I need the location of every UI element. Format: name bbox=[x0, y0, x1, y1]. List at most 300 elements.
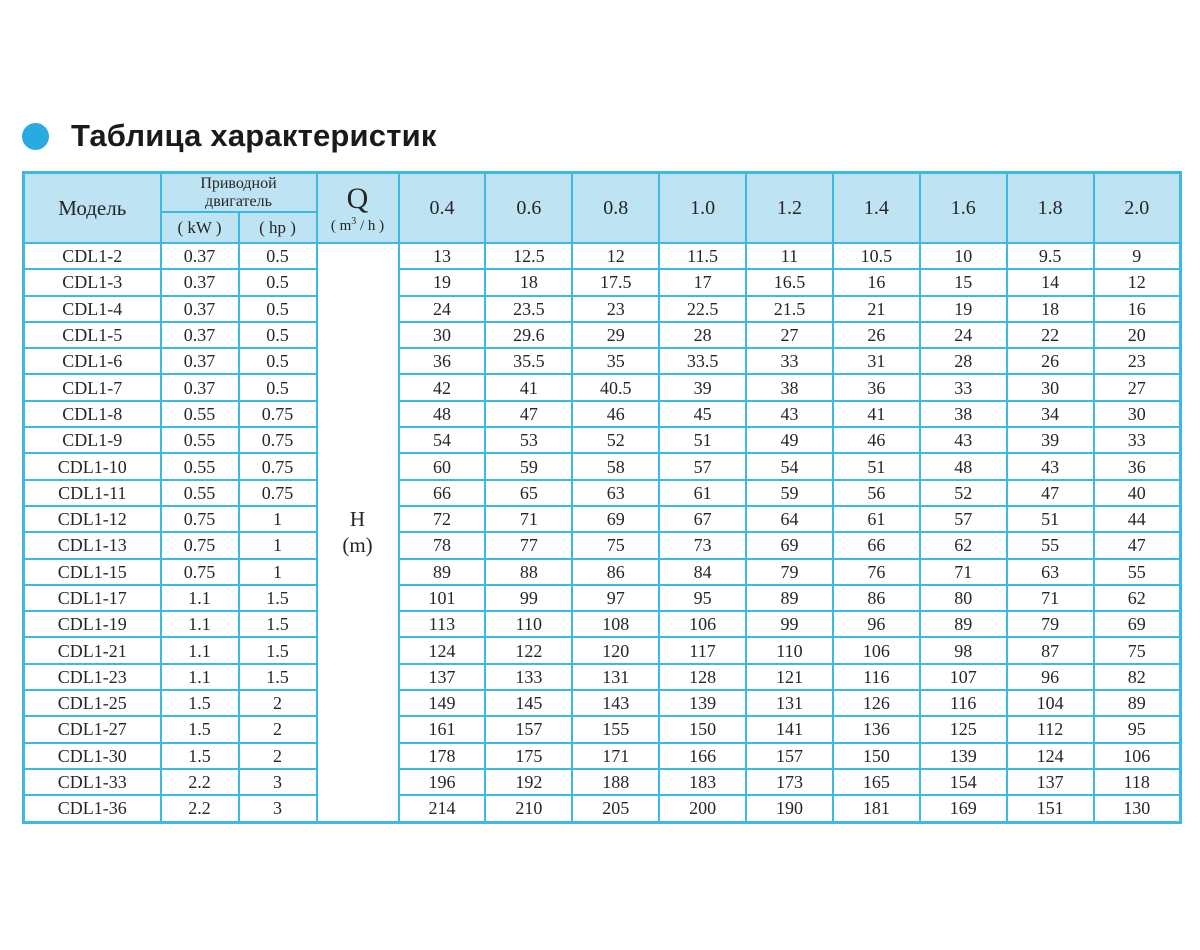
head-value-cell: 43 bbox=[1007, 453, 1094, 479]
head-value-cell: 57 bbox=[659, 453, 746, 479]
model-cell: CDL1-11 bbox=[24, 480, 161, 506]
column-header-flow: 1.0 bbox=[659, 173, 746, 244]
head-value-cell: 24 bbox=[399, 296, 486, 322]
head-value-cell: 23 bbox=[1094, 348, 1181, 374]
h-unit: (m) bbox=[342, 533, 373, 558]
column-header-model: Модель bbox=[24, 173, 161, 244]
column-header-flow: 0.6 bbox=[485, 173, 572, 244]
head-value-cell: 71 bbox=[485, 506, 572, 532]
kw-cell: 0.55 bbox=[161, 480, 239, 506]
head-value-cell: 108 bbox=[572, 611, 659, 637]
kw-cell: 1.5 bbox=[161, 716, 239, 742]
head-value-cell: 77 bbox=[485, 532, 572, 558]
head-value-cell: 89 bbox=[920, 611, 1007, 637]
model-cell: CDL1-2 bbox=[24, 243, 161, 269]
hp-cell: 3 bbox=[239, 769, 317, 795]
model-cell: CDL1-7 bbox=[24, 374, 161, 400]
table-row bbox=[24, 348, 1181, 374]
head-value-cell: 36 bbox=[1094, 453, 1181, 479]
table-row bbox=[24, 506, 1181, 532]
hp-cell: 1 bbox=[239, 532, 317, 558]
head-value-cell: 33 bbox=[920, 374, 1007, 400]
head-value-cell: 214 bbox=[399, 795, 486, 822]
head-value-cell: 145 bbox=[485, 690, 572, 716]
table-row bbox=[24, 532, 1181, 558]
head-value-cell: 23.5 bbox=[485, 296, 572, 322]
table-row bbox=[24, 611, 1181, 637]
bullet-icon bbox=[22, 123, 49, 150]
table-row bbox=[24, 769, 1181, 795]
head-value-cell: 30 bbox=[1007, 374, 1094, 400]
head-value-cell: 63 bbox=[572, 480, 659, 506]
model-cell: CDL1-9 bbox=[24, 427, 161, 453]
head-value-cell: 75 bbox=[572, 532, 659, 558]
kw-cell: 2.2 bbox=[161, 769, 239, 795]
head-value-cell: 29 bbox=[572, 322, 659, 348]
table-row bbox=[24, 243, 1181, 269]
head-value-cell: 33.5 bbox=[659, 348, 746, 374]
table-row bbox=[24, 322, 1181, 348]
head-value-cell: 47 bbox=[485, 401, 572, 427]
model-cell: CDL1-25 bbox=[24, 690, 161, 716]
head-value-cell: 36 bbox=[399, 348, 486, 374]
head-value-cell: 24 bbox=[920, 322, 1007, 348]
hp-cell: 0.75 bbox=[239, 427, 317, 453]
head-value-cell: 107 bbox=[920, 664, 1007, 690]
head-value-cell: 38 bbox=[920, 401, 1007, 427]
head-value-cell: 51 bbox=[659, 427, 746, 453]
hp-cell: 0.5 bbox=[239, 322, 317, 348]
model-cell: CDL1-12 bbox=[24, 506, 161, 532]
head-value-cell: 21.5 bbox=[746, 296, 833, 322]
head-value-cell: 42 bbox=[399, 374, 486, 400]
head-value-cell: 71 bbox=[1007, 585, 1094, 611]
head-value-cell: 40.5 bbox=[572, 374, 659, 400]
head-value-cell: 46 bbox=[833, 427, 920, 453]
hp-cell: 0.75 bbox=[239, 453, 317, 479]
head-value-cell: 157 bbox=[485, 716, 572, 742]
head-value-cell: 171 bbox=[572, 743, 659, 769]
model-cell: CDL1-10 bbox=[24, 453, 161, 479]
head-value-cell: 190 bbox=[746, 795, 833, 822]
head-value-cell: 99 bbox=[485, 585, 572, 611]
head-value-cell: 19 bbox=[399, 269, 486, 295]
head-value-cell: 61 bbox=[659, 480, 746, 506]
head-value-cell: 125 bbox=[920, 716, 1007, 742]
head-value-cell: 13 bbox=[399, 243, 486, 269]
head-value-cell: 41 bbox=[485, 374, 572, 400]
head-value-cell: 38 bbox=[746, 374, 833, 400]
head-value-cell: 110 bbox=[746, 637, 833, 663]
head-value-cell: 196 bbox=[399, 769, 486, 795]
table-row bbox=[24, 453, 1181, 479]
head-value-cell: 73 bbox=[659, 532, 746, 558]
kw-cell: 0.37 bbox=[161, 296, 239, 322]
table-header bbox=[24, 173, 1181, 244]
kw-cell: 0.55 bbox=[161, 401, 239, 427]
table-row bbox=[24, 795, 1181, 822]
model-cell: CDL1-27 bbox=[24, 716, 161, 742]
hp-cell: 0.5 bbox=[239, 374, 317, 400]
head-value-cell: 89 bbox=[1094, 690, 1181, 716]
head-value-cell: 112 bbox=[1007, 716, 1094, 742]
model-cell: CDL1-6 bbox=[24, 348, 161, 374]
head-value-cell: 155 bbox=[572, 716, 659, 742]
head-value-cell: 151 bbox=[1007, 795, 1094, 822]
column-header-flow: 0.4 bbox=[399, 173, 486, 244]
head-value-cell: 28 bbox=[659, 322, 746, 348]
head-value-cell: 131 bbox=[746, 690, 833, 716]
table-row bbox=[24, 269, 1181, 295]
head-value-cell: 12 bbox=[1094, 269, 1181, 295]
characteristics-table bbox=[22, 171, 1182, 824]
kw-cell: 0.55 bbox=[161, 453, 239, 479]
head-value-cell: 122 bbox=[485, 637, 572, 663]
head-value-cell: 12.5 bbox=[485, 243, 572, 269]
page-title: Таблица характеристик bbox=[71, 118, 437, 153]
head-value-cell: 99 bbox=[746, 611, 833, 637]
hp-cell: 1 bbox=[239, 559, 317, 585]
hp-cell: 1.5 bbox=[239, 664, 317, 690]
column-header-flow: 1.4 bbox=[833, 173, 920, 244]
head-value-cell: 71 bbox=[920, 559, 1007, 585]
head-value-cell: 26 bbox=[833, 322, 920, 348]
head-value-cell: 9.5 bbox=[1007, 243, 1094, 269]
head-value-cell: 157 bbox=[746, 743, 833, 769]
head-value-cell: 124 bbox=[399, 637, 486, 663]
head-value-cell: 86 bbox=[572, 559, 659, 585]
head-value-cell: 10 bbox=[920, 243, 1007, 269]
head-value-cell: 45 bbox=[659, 401, 746, 427]
head-value-cell: 9 bbox=[1094, 243, 1181, 269]
head-value-cell: 106 bbox=[1094, 743, 1181, 769]
head-value-cell: 139 bbox=[920, 743, 1007, 769]
column-header-flow: 0.8 bbox=[572, 173, 659, 244]
q-unit-suffix: / h ) bbox=[356, 217, 385, 234]
head-value-cell: 17 bbox=[659, 269, 746, 295]
head-value-cell: 188 bbox=[572, 769, 659, 795]
head-value-cell: 118 bbox=[1094, 769, 1181, 795]
kw-cell: 0.37 bbox=[161, 322, 239, 348]
kw-cell: 1.1 bbox=[161, 585, 239, 611]
head-value-cell: 18 bbox=[1007, 296, 1094, 322]
head-value-cell: 116 bbox=[920, 690, 1007, 716]
head-value-cell: 110 bbox=[485, 611, 572, 637]
head-value-cell: 150 bbox=[659, 716, 746, 742]
head-value-cell: 59 bbox=[485, 453, 572, 479]
model-cell: CDL1-23 bbox=[24, 664, 161, 690]
head-value-cell: 79 bbox=[746, 559, 833, 585]
head-value-cell: 62 bbox=[920, 532, 1007, 558]
head-value-cell: 60 bbox=[399, 453, 486, 479]
model-cell: CDL1-17 bbox=[24, 585, 161, 611]
kw-cell: 1.5 bbox=[161, 690, 239, 716]
hp-cell: 1.5 bbox=[239, 585, 317, 611]
head-value-cell: 47 bbox=[1094, 532, 1181, 558]
head-value-cell: 106 bbox=[659, 611, 746, 637]
head-value-cell: 154 bbox=[920, 769, 1007, 795]
head-value-cell: 175 bbox=[485, 743, 572, 769]
head-value-cell: 33 bbox=[1094, 427, 1181, 453]
model-cell: CDL1-8 bbox=[24, 401, 161, 427]
head-value-cell: 149 bbox=[399, 690, 486, 716]
head-value-cell: 137 bbox=[399, 664, 486, 690]
head-value-cell: 11 bbox=[746, 243, 833, 269]
column-header-kw: ( kW ) bbox=[161, 212, 239, 243]
hp-cell: 2 bbox=[239, 716, 317, 742]
head-value-cell: 117 bbox=[659, 637, 746, 663]
head-value-cell: 35.5 bbox=[485, 348, 572, 374]
head-value-cell: 116 bbox=[833, 664, 920, 690]
q-unit-sup: 3 bbox=[351, 215, 357, 227]
head-value-cell: 28 bbox=[920, 348, 1007, 374]
head-value-cell: 126 bbox=[833, 690, 920, 716]
kw-cell: 0.75 bbox=[161, 532, 239, 558]
head-value-cell: 178 bbox=[399, 743, 486, 769]
head-value-cell: 84 bbox=[659, 559, 746, 585]
kw-cell: 1.1 bbox=[161, 611, 239, 637]
hp-cell: 1.5 bbox=[239, 637, 317, 663]
table-row bbox=[24, 427, 1181, 453]
head-value-cell: 23 bbox=[572, 296, 659, 322]
hp-cell: 1.5 bbox=[239, 611, 317, 637]
head-value-cell: 44 bbox=[1094, 506, 1181, 532]
head-value-cell: 22.5 bbox=[659, 296, 746, 322]
model-cell: CDL1-15 bbox=[24, 559, 161, 585]
head-value-cell: 59 bbox=[746, 480, 833, 506]
hp-cell: 2 bbox=[239, 743, 317, 769]
head-value-cell: 29.6 bbox=[485, 322, 572, 348]
hp-cell: 3 bbox=[239, 795, 317, 822]
head-value-cell: 39 bbox=[1007, 427, 1094, 453]
kw-cell: 0.75 bbox=[161, 559, 239, 585]
column-header-flow: 2.0 bbox=[1094, 173, 1181, 244]
head-value-cell: 15 bbox=[920, 269, 1007, 295]
head-value-cell: 20 bbox=[1094, 322, 1181, 348]
table-row bbox=[24, 637, 1181, 663]
model-cell: CDL1-21 bbox=[24, 637, 161, 663]
model-cell: CDL1-3 bbox=[24, 269, 161, 295]
head-value-cell: 53 bbox=[485, 427, 572, 453]
head-value-cell: 51 bbox=[833, 453, 920, 479]
hp-cell: 0.5 bbox=[239, 348, 317, 374]
head-value-cell: 89 bbox=[746, 585, 833, 611]
head-value-cell: 40 bbox=[1094, 480, 1181, 506]
kw-cell: 0.37 bbox=[161, 348, 239, 374]
head-value-cell: 137 bbox=[1007, 769, 1094, 795]
head-value-cell: 51 bbox=[1007, 506, 1094, 532]
head-value-cell: 161 bbox=[399, 716, 486, 742]
head-value-cell: 18 bbox=[485, 269, 572, 295]
head-value-cell: 97 bbox=[572, 585, 659, 611]
head-value-cell: 43 bbox=[920, 427, 1007, 453]
head-value-cell: 124 bbox=[1007, 743, 1094, 769]
head-value-cell: 80 bbox=[920, 585, 1007, 611]
head-value-cell: 48 bbox=[920, 453, 1007, 479]
table-row bbox=[24, 401, 1181, 427]
head-value-cell: 21 bbox=[833, 296, 920, 322]
head-value-cell: 33 bbox=[746, 348, 833, 374]
table-row bbox=[24, 585, 1181, 611]
head-value-cell: 27 bbox=[746, 322, 833, 348]
column-header-hp: ( hp ) bbox=[239, 212, 317, 243]
head-value-cell: 205 bbox=[572, 795, 659, 822]
head-value-cell: 143 bbox=[572, 690, 659, 716]
head-value-cell: 16.5 bbox=[746, 269, 833, 295]
head-value-cell: 65 bbox=[485, 480, 572, 506]
head-value-cell: 104 bbox=[1007, 690, 1094, 716]
head-value-cell: 54 bbox=[746, 453, 833, 479]
column-header-motor-group bbox=[161, 173, 317, 213]
head-value-cell: 11.5 bbox=[659, 243, 746, 269]
head-value-cell: 106 bbox=[833, 637, 920, 663]
column-header-flow: 1.6 bbox=[920, 173, 1007, 244]
head-value-cell: 210 bbox=[485, 795, 572, 822]
head-value-cell: 165 bbox=[833, 769, 920, 795]
kw-cell: 0.37 bbox=[161, 374, 239, 400]
head-value-cell: 62 bbox=[1094, 585, 1181, 611]
head-value-cell: 76 bbox=[833, 559, 920, 585]
head-value-cell: 41 bbox=[833, 401, 920, 427]
hp-cell: 0.5 bbox=[239, 296, 317, 322]
column-header-flow: 1.2 bbox=[746, 173, 833, 244]
head-value-cell: 10.5 bbox=[833, 243, 920, 269]
model-cell: CDL1-4 bbox=[24, 296, 161, 322]
head-value-cell: 150 bbox=[833, 743, 920, 769]
column-header-flow: 1.8 bbox=[1007, 173, 1094, 244]
head-value-cell: 61 bbox=[833, 506, 920, 532]
head-value-cell: 69 bbox=[572, 506, 659, 532]
hp-cell: 0.5 bbox=[239, 243, 317, 269]
kw-cell: 1.1 bbox=[161, 664, 239, 690]
kw-cell: 0.55 bbox=[161, 427, 239, 453]
head-value-cell: 131 bbox=[572, 664, 659, 690]
hp-cell: 1 bbox=[239, 506, 317, 532]
head-value-cell: 66 bbox=[833, 532, 920, 558]
head-value-cell: 121 bbox=[746, 664, 833, 690]
kw-cell: 0.75 bbox=[161, 506, 239, 532]
head-value-cell: 130 bbox=[1094, 795, 1181, 822]
head-value-cell: 82 bbox=[1094, 664, 1181, 690]
model-cell: CDL1-30 bbox=[24, 743, 161, 769]
head-value-cell: 128 bbox=[659, 664, 746, 690]
table-row bbox=[24, 480, 1181, 506]
head-value-cell: 22 bbox=[1007, 322, 1094, 348]
head-value-cell: 89 bbox=[399, 559, 486, 585]
head-value-cell: 63 bbox=[1007, 559, 1094, 585]
head-value-cell: 27 bbox=[1094, 374, 1181, 400]
head-value-cell: 98 bbox=[920, 637, 1007, 663]
head-value-cell: 166 bbox=[659, 743, 746, 769]
head-value-cell: 88 bbox=[485, 559, 572, 585]
column-header-q bbox=[317, 173, 399, 244]
hp-cell: 0.75 bbox=[239, 401, 317, 427]
head-value-cell: 101 bbox=[399, 585, 486, 611]
head-value-cell: 12 bbox=[572, 243, 659, 269]
section-header bbox=[22, 118, 1182, 154]
hp-cell: 2 bbox=[239, 690, 317, 716]
model-cell: CDL1-33 bbox=[24, 769, 161, 795]
head-value-cell: 36 bbox=[833, 374, 920, 400]
head-value-cell: 95 bbox=[1094, 716, 1181, 742]
head-value-cell: 56 bbox=[833, 480, 920, 506]
model-cell: CDL1-36 bbox=[24, 795, 161, 822]
head-value-cell: 49 bbox=[746, 427, 833, 453]
table-row bbox=[24, 664, 1181, 690]
head-value-cell: 113 bbox=[399, 611, 486, 637]
head-unit-cell bbox=[317, 243, 399, 822]
head-value-cell: 30 bbox=[1094, 401, 1181, 427]
head-value-cell: 69 bbox=[1094, 611, 1181, 637]
head-value-cell: 35 bbox=[572, 348, 659, 374]
head-value-cell: 26 bbox=[1007, 348, 1094, 374]
head-value-cell: 43 bbox=[746, 401, 833, 427]
head-value-cell: 139 bbox=[659, 690, 746, 716]
q-symbol: Q bbox=[346, 181, 369, 215]
head-value-cell: 55 bbox=[1007, 532, 1094, 558]
kw-cell: 1.1 bbox=[161, 637, 239, 663]
head-value-cell: 78 bbox=[399, 532, 486, 558]
table-row bbox=[24, 559, 1181, 585]
kw-cell: 2.2 bbox=[161, 795, 239, 822]
hp-cell: 0.5 bbox=[239, 269, 317, 295]
head-value-cell: 200 bbox=[659, 795, 746, 822]
column-header-motor-group-label: Приводной двигатель bbox=[200, 175, 277, 210]
model-cell: CDL1-5 bbox=[24, 322, 161, 348]
head-value-cell: 183 bbox=[659, 769, 746, 795]
head-value-cell: 96 bbox=[833, 611, 920, 637]
head-value-cell: 67 bbox=[659, 506, 746, 532]
head-value-cell: 16 bbox=[833, 269, 920, 295]
head-value-cell: 133 bbox=[485, 664, 572, 690]
head-value-cell: 19 bbox=[920, 296, 1007, 322]
head-value-cell: 47 bbox=[1007, 480, 1094, 506]
head-value-cell: 46 bbox=[572, 401, 659, 427]
head-value-cell: 136 bbox=[833, 716, 920, 742]
head-value-cell: 66 bbox=[399, 480, 486, 506]
table-body bbox=[24, 243, 1181, 822]
kw-cell: 0.37 bbox=[161, 243, 239, 269]
head-value-cell: 87 bbox=[1007, 637, 1094, 663]
head-value-cell: 79 bbox=[1007, 611, 1094, 637]
head-value-cell: 72 bbox=[399, 506, 486, 532]
q-unit-prefix: ( m bbox=[330, 217, 352, 234]
head-value-cell: 173 bbox=[746, 769, 833, 795]
kw-cell: 1.5 bbox=[161, 743, 239, 769]
head-value-cell: 17.5 bbox=[572, 269, 659, 295]
table-row bbox=[24, 296, 1181, 322]
head-value-cell: 120 bbox=[572, 637, 659, 663]
head-value-cell: 30 bbox=[399, 322, 486, 348]
model-cell: CDL1-13 bbox=[24, 532, 161, 558]
head-value-cell: 14 bbox=[1007, 269, 1094, 295]
head-value-cell: 48 bbox=[399, 401, 486, 427]
head-value-cell: 31 bbox=[833, 348, 920, 374]
head-value-cell: 69 bbox=[746, 532, 833, 558]
head-value-cell: 181 bbox=[833, 795, 920, 822]
head-value-cell: 75 bbox=[1094, 637, 1181, 663]
q-unit bbox=[318, 214, 398, 235]
head-value-cell: 86 bbox=[833, 585, 920, 611]
head-value-cell: 34 bbox=[1007, 401, 1094, 427]
head-value-cell: 54 bbox=[399, 427, 486, 453]
head-value-cell: 96 bbox=[1007, 664, 1094, 690]
head-value-cell: 64 bbox=[746, 506, 833, 532]
table-row bbox=[24, 690, 1181, 716]
head-value-cell: 52 bbox=[920, 480, 1007, 506]
h-symbol: H bbox=[349, 507, 366, 532]
head-value-cell: 16 bbox=[1094, 296, 1181, 322]
